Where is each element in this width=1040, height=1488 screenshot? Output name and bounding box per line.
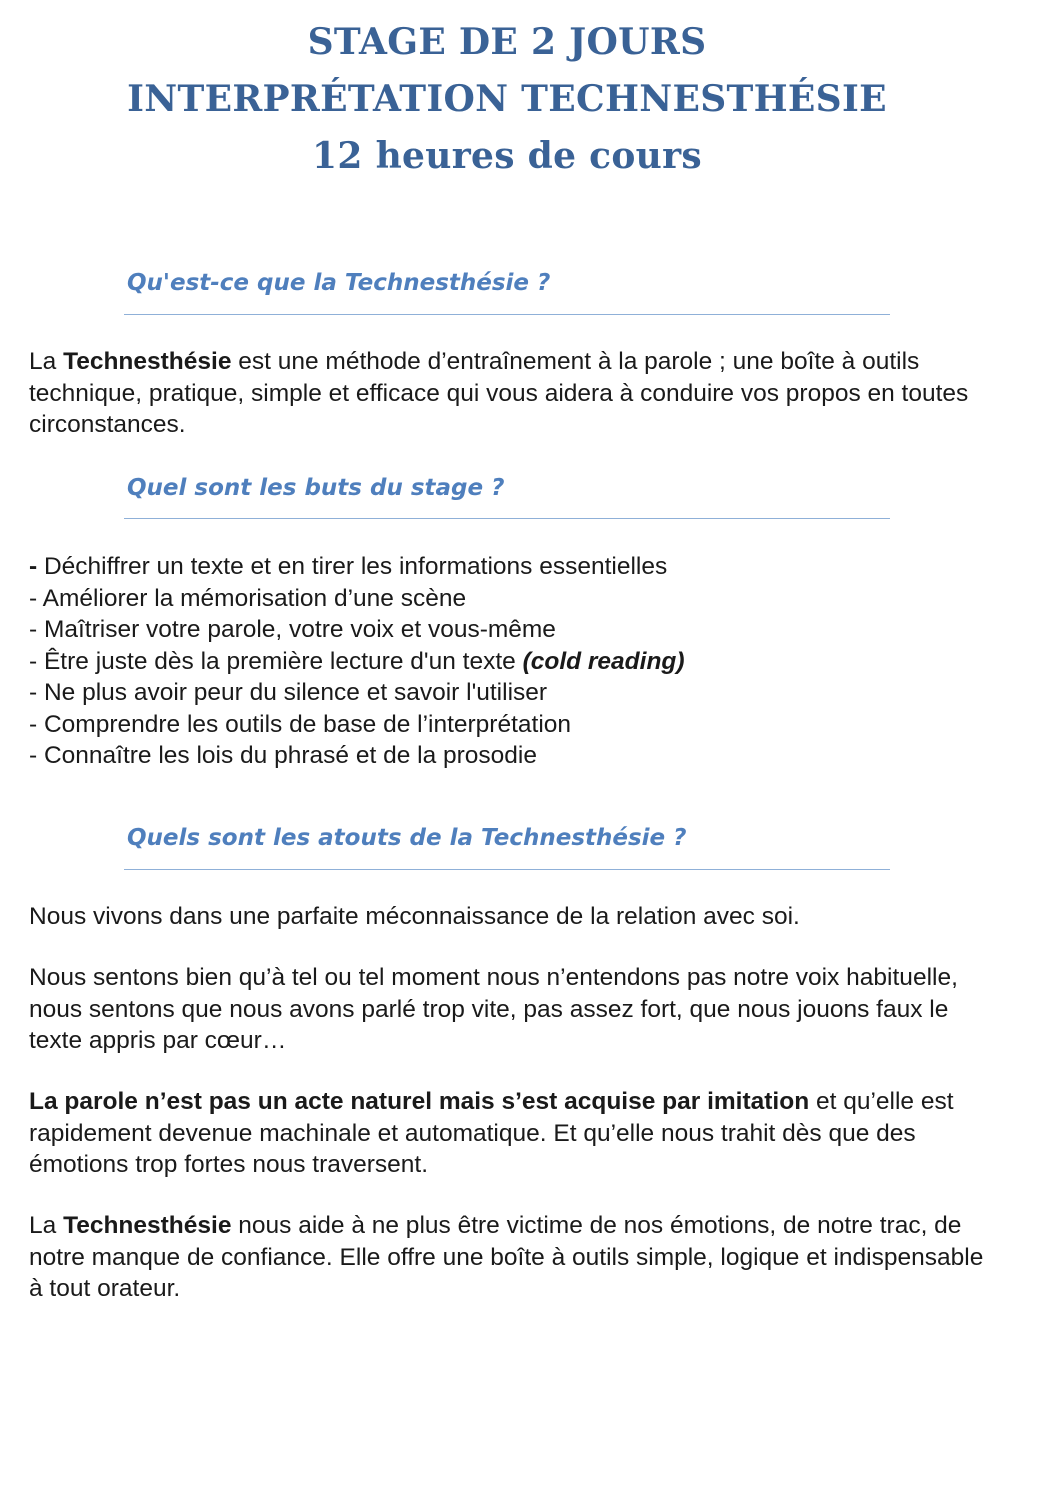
list-item: - Maîtriser votre parole, votre voix et vous-même [29,616,556,643]
section-divider [124,869,890,870]
document-title [0,14,1014,185]
list-item: - Connaître les lois du phrasé et de la prosodie [29,742,537,769]
list-item: - Être juste dès la première lecture d'un texte (cold reading) [29,647,685,675]
list-item: - Déchiffrer un texte et en tirer les informations essentielles [29,553,668,580]
list-item: - Améliorer la mémorisation d’une scène [29,584,467,612]
assets-paragraph-3: La parole n’est pas un acte naturel mais s’est acquise par imitation et qu’elle est rapidement devenue machinale et automatique. Et qu’elle nous trahit dès que des émotions trop fortes nous traversent. [29,1088,954,1178]
assets-paragraph-2: Nous sentons bien qu’à tel ou tel moment nous n’entendons pas notre voix habituelle, nous sentons que nous avons parlé trop vite, pas assez fort, que nous jouons faux le texte appris par cœur… [29,964,958,1054]
intro-paragraph: La Technesthésie est une méthode d’entraînement à la parole ; une boîte à outils technique, pratique, simple et efficace qui vous aidera à conduire vos propos en toutes circonstances. [29,348,969,438]
section-heading-what-is: Qu'est-ce que la Technesthésie ? [127,270,551,296]
list-item: - Ne plus avoir peur du silence et savoir l'utiliser [29,679,548,706]
section-divider [124,314,890,315]
goals-list [29,551,989,772]
list-item: - Comprendre les outils de base de l’interprétation [29,710,572,738]
title-line-1: STAGE DE 2 JOURS [307,21,707,63]
section-divider [124,518,890,519]
assets-paragraph-1: Nous vivons dans une parfaite méconnaissance de la relation avec soi. [29,903,800,930]
section-heading-goals: Quel sont les buts du stage ? [127,475,505,501]
title-line-3: 12 heures de cours [312,135,702,177]
section-heading-assets: Quels sont les atouts de la Technesthésie ? [127,825,687,851]
assets-paragraph-4: La Technesthésie nous aide à ne plus être victime de nos émotions, de notre trac, de notre manque de confiance. Elle offre une boîte à outils simple, logique et indispensable à tout orateur. [29,1212,984,1302]
title-line-2: INTERPRÉTATION TECHNESTHÉSIE [127,78,887,120]
